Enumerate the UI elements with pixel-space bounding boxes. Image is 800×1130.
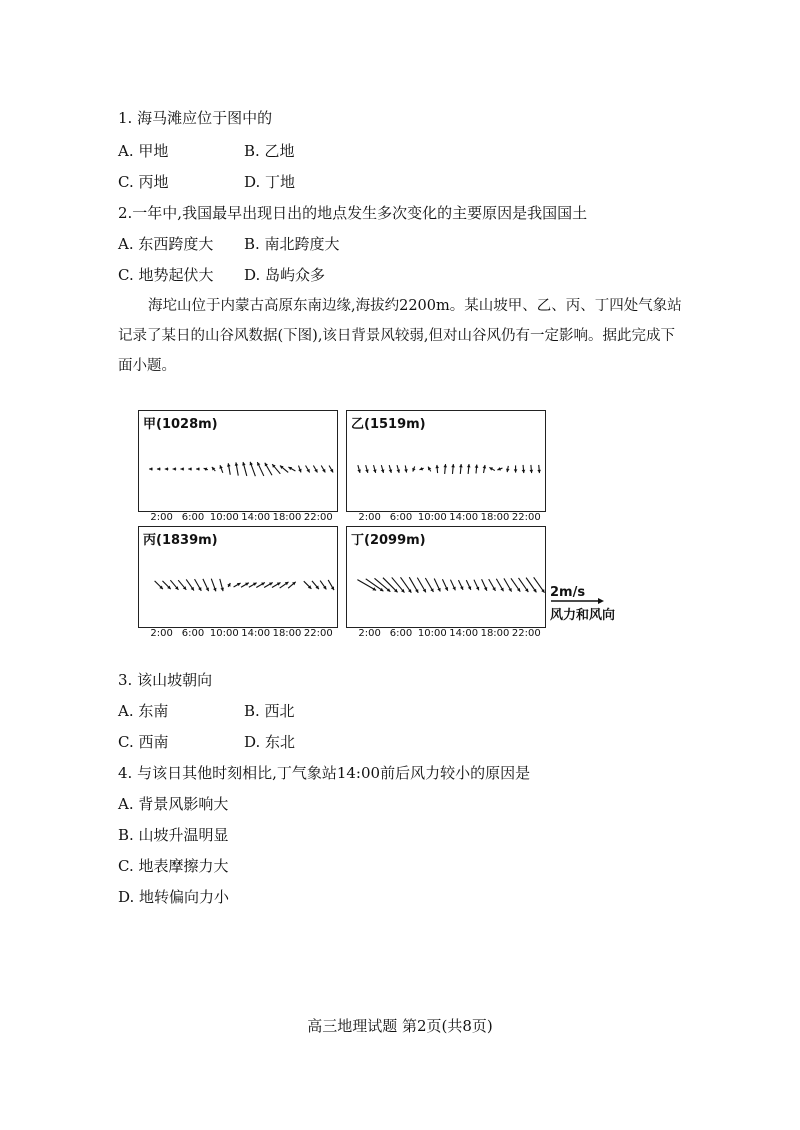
wind-vector-3-8 (211, 579, 216, 592)
wind-vector-3-9 (220, 579, 224, 591)
wind-vector-4-4 (383, 578, 398, 593)
time-tick-label: 2:00 (150, 512, 173, 523)
wind-vector-1-17 (272, 464, 280, 474)
wind-vector-4-19 (504, 578, 512, 591)
time-axis-bottom-left (138, 628, 336, 642)
time-tick-label: 18:00 (272, 628, 302, 639)
panel-yi (346, 410, 546, 512)
panel-yi-arrows (347, 411, 545, 511)
wind-vector-1-10 (219, 465, 222, 473)
q1-option-d[interactable]: D. 丁地 (244, 173, 296, 191)
wind-vector-2-19 (497, 467, 502, 470)
time-tick-label: 22:00 (511, 628, 541, 639)
time-tick-label: 2:00 (358, 512, 381, 523)
wind-vector-1-22 (313, 465, 317, 472)
wind-vector-2-18 (489, 467, 494, 470)
wind-vector-4-13 (458, 580, 463, 590)
wind-vector-2-5 (389, 465, 392, 473)
wind-vector-2-21 (514, 465, 518, 472)
wind-vector-2-16 (475, 465, 479, 474)
passage: 海坨山位于内蒙古高原东南边缘,海拔约2200m。某山坡甲、乙、丙、丁四处气象站记录了某日的山谷风数据(下图),该日背景风较弱,但对山谷风仍有一定影响。据此完成下面小题。 (118, 298, 682, 374)
wind-vector-1-23 (321, 465, 325, 472)
time-tick-label: 14:00 (241, 628, 271, 639)
q4-option-d[interactable]: D. 地转偏向力小 (118, 888, 230, 906)
time-axis-top-right (346, 512, 544, 526)
time-tick-label: 10:00 (209, 628, 239, 639)
wind-vector-1-24 (329, 465, 333, 472)
wind-vector-4-16 (482, 579, 488, 590)
q2-option-a[interactable]: A. 东西跨度大 (118, 235, 214, 253)
q3-option-d[interactable]: D. 东北 (244, 733, 296, 751)
time-tick-label: 10:00 (417, 628, 447, 639)
time-tick-label: 6:00 (389, 628, 413, 639)
q2-stem: 2.一年中,我国最早出现日出的地点发生多次变化的主要原因是我国国土 (118, 204, 588, 222)
panel-bing-arrows (139, 527, 337, 627)
panel-ding-arrows (347, 527, 545, 627)
wind-vector-1-7 (196, 467, 200, 471)
wind-vector-3-10 (227, 583, 230, 587)
wind-vector-3-14 (256, 583, 265, 588)
q1-option-c[interactable]: C. 丙地 (118, 173, 169, 191)
wind-vector-2-6 (397, 465, 400, 473)
wind-vector-3-15 (264, 583, 273, 588)
wind-vector-1-16 (265, 463, 272, 475)
wind-vector-2-8 (412, 466, 415, 471)
wind-vector-2-13 (451, 464, 455, 474)
time-tick-label: 18:00 (480, 512, 510, 523)
wind-vector-1-19 (288, 467, 295, 471)
page-footer: 高三地理试题 第2页(共8页) (307, 1017, 493, 1035)
panel-bing (138, 526, 338, 628)
wind-vector-3-18 (288, 582, 296, 588)
q4-option-b[interactable]: B. 山坡升温明显 (118, 826, 229, 844)
wind-vector-1-6 (188, 467, 192, 471)
time-tick-label: 18:00 (272, 512, 302, 523)
wind-vector-3-7 (203, 579, 209, 591)
wind-vector-2-2 (365, 465, 368, 473)
time-tick-label: 22:00 (303, 628, 333, 639)
wind-vector-2-14 (459, 464, 463, 474)
wind-vector-4-8 (417, 578, 426, 593)
q1-option-a[interactable]: A. 甲地 (118, 142, 169, 160)
wind-vector-4-20 (511, 578, 520, 591)
q1-option-b[interactable]: B. 乙地 (244, 142, 295, 160)
panel-ding-title: 丁(2099m) (351, 533, 426, 548)
wind-vector-1-2 (157, 467, 161, 471)
time-tick-label: 6:00 (181, 512, 205, 523)
time-tick-label: 22:00 (303, 512, 333, 523)
wind-vector-3-5 (186, 579, 194, 590)
time-tick-label: 6:00 (389, 512, 413, 523)
wind-vector-3-22 (328, 580, 334, 590)
q2-option-c[interactable]: C. 地势起伏大 (118, 266, 214, 284)
q4-option-a[interactable]: A. 背景风影响大 (118, 795, 229, 813)
panel-jia-arrows (139, 411, 337, 511)
q2-option-b[interactable]: B. 南北跨度大 (244, 235, 340, 253)
panel-ding (346, 526, 546, 628)
wind-vector-3-21 (320, 581, 326, 590)
wind-vector-4-11 (442, 579, 448, 590)
wind-vector-1-18 (280, 466, 288, 473)
wind-vector-4-14 (466, 580, 471, 590)
time-tick-label: 2:00 (150, 628, 173, 639)
wind-vector-1-3 (165, 467, 169, 471)
wind-vector-1-20 (298, 466, 301, 473)
wind-vector-3-19 (304, 581, 312, 589)
wind-vector-3-1 (155, 581, 163, 589)
wind-vector-3-16 (272, 583, 281, 588)
wind-vector-3-20 (312, 581, 319, 589)
time-axis-bottom-right (346, 628, 544, 642)
wind-vector-2-22 (522, 465, 526, 473)
wind-vector-1-12 (235, 462, 239, 475)
wind-vector-1-5 (180, 467, 184, 471)
q4-option-c[interactable]: C. 地表摩擦力大 (118, 857, 229, 875)
wind-vector-2-20 (506, 466, 510, 472)
wind-vector-1-11 (227, 463, 231, 475)
wind-vector-1-15 (257, 462, 264, 476)
legend-label: 风力和风向 (550, 608, 616, 623)
wind-vector-1-14 (250, 462, 256, 476)
q1-stem: 1. 海马滩应位于图中的 (118, 109, 273, 127)
legend-speed: 2m/s (550, 585, 586, 600)
wind-vector-3-13 (249, 583, 257, 588)
wind-vector-3-2 (162, 581, 170, 589)
wind-vector-4-15 (474, 580, 479, 591)
time-tick-label: 14:00 (449, 512, 479, 523)
wind-vector-2-3 (373, 465, 376, 473)
wind-vector-2-7 (404, 465, 408, 472)
panel-jia-title: 甲(1028m) (143, 417, 218, 432)
wind-vector-2-1 (357, 465, 360, 473)
wind-vector-2-11 (435, 465, 439, 473)
wind-vector-3-17 (280, 582, 289, 588)
panel-bing-title: 丙(1839m) (143, 533, 218, 548)
q4-stem: 4. 与该日其他时刻相比,丁气象站14:00前后风力较小的原因是 (118, 764, 531, 782)
wind-vector-2-24 (537, 465, 541, 473)
wind-vector-4-17 (489, 579, 496, 591)
wind-vector-2-9 (419, 467, 423, 470)
wind-vector-1-21 (306, 465, 310, 472)
wind-vector-1-9 (212, 467, 215, 471)
wind-vector-2-12 (443, 464, 447, 474)
wind-vector-1-1 (149, 467, 153, 471)
time-tick-label: 10:00 (417, 512, 447, 523)
panel-jia (138, 410, 338, 512)
q3-option-b[interactable]: B. 西北 (244, 702, 295, 720)
wind-vector-3-11 (234, 583, 241, 587)
time-tick-label: 22:00 (511, 512, 541, 523)
wind-vector-2-23 (530, 465, 534, 473)
wind-vector-2-15 (467, 464, 471, 474)
wind-vector-2-4 (381, 465, 384, 473)
panel-yi-title: 乙(1519m) (351, 417, 426, 432)
time-tick-label: 18:00 (480, 628, 510, 639)
wind-vector-3-3 (170, 580, 178, 590)
legend (550, 585, 615, 623)
time-tick-label: 2:00 (358, 628, 381, 639)
wind-vector-2-10 (428, 467, 431, 472)
time-tick-label: 10:00 (209, 512, 239, 523)
time-tick-label: 6:00 (181, 628, 205, 639)
q3-option-c[interactable]: C. 西南 (118, 733, 169, 751)
time-tick-label: 14:00 (449, 628, 479, 639)
wind-vector-4-9 (425, 578, 433, 592)
wind-vector-4-12 (450, 580, 455, 591)
wind-vector-1-13 (242, 462, 247, 476)
time-tick-label: 14:00 (241, 512, 271, 523)
wind-vector-4-1 (357, 580, 376, 591)
q3-option-a[interactable]: A. 东南 (118, 702, 169, 720)
wind-vector-4-18 (496, 579, 503, 591)
wind-vector-3-6 (195, 579, 202, 591)
wind-vector-3-4 (178, 580, 186, 590)
q2-option-d[interactable]: D. 岛屿众多 (244, 266, 326, 284)
wind-vector-4-10 (434, 578, 440, 591)
q3-stem: 3. 该山坡朝向 (118, 671, 213, 689)
wind-vector-1-8 (204, 468, 208, 471)
wind-vector-1-4 (173, 467, 177, 471)
time-axis-top-left (138, 512, 336, 526)
wind-vector-2-17 (483, 465, 487, 473)
wind-vector-3-12 (241, 583, 249, 588)
